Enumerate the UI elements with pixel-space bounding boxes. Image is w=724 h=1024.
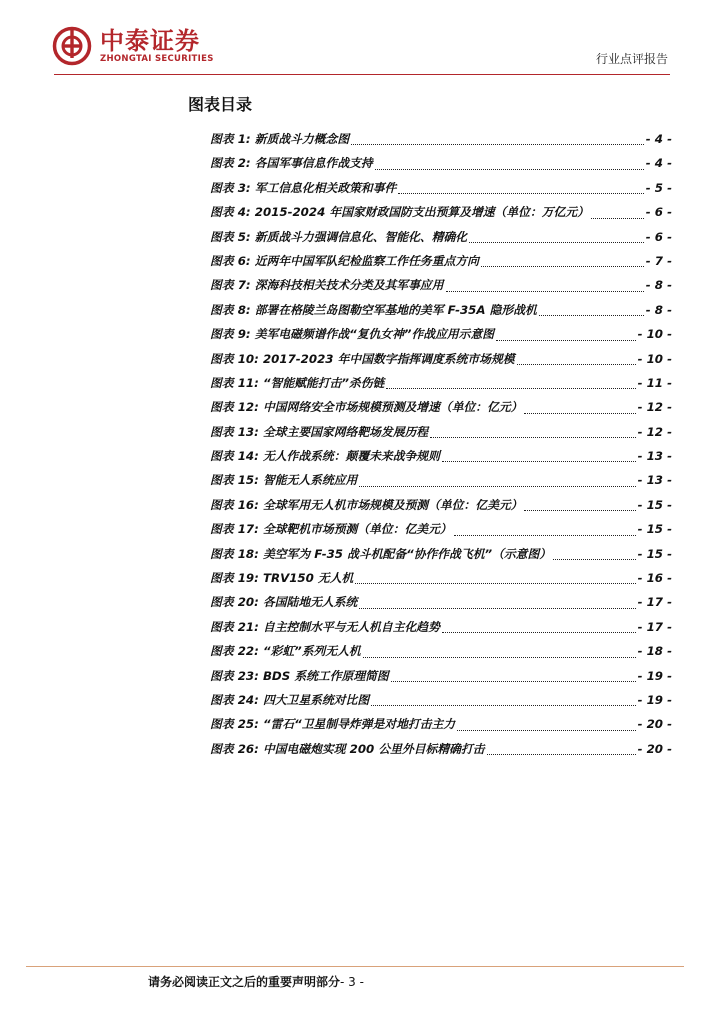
toc-entry-label: 图表 8: 部署在格陵兰岛图勒空军基地的美军 F-35A 隐形战机 [210,302,537,317]
toc-entry[interactable] [210,618,672,642]
toc-entry-label: 图表 5: 新质战斗力强调信息化、智能化、精确化 [210,229,468,244]
toc-entry-label: 图表 21: 自主控制水平与无人机自主化趋势 [210,619,440,634]
toc-leader-dots [386,388,635,389]
toc-leader-dots [553,559,635,560]
toc-entry-label: 图表 4: 2015-2024 年国家财政国防支出预算及增速（单位：万亿元） [210,205,589,220]
toc-entry[interactable] [210,642,672,666]
toc-entry-label: 图表 12: 中国网络安全市场规模预测及增速（单位：亿元） [210,400,523,415]
toc-entry-page: - 15 - [637,522,672,537]
toc-entry[interactable] [210,740,672,764]
toc-leader-dots [363,657,636,658]
toc-entry-label: 图表 9: 美军电磁频谱作战“复仇女神”作战应用示意图 [210,327,495,342]
toc-leader-dots [442,461,636,462]
toc-entry-page: - 4 - [645,156,672,171]
toc-entry[interactable] [210,203,672,227]
toc-entry[interactable] [210,667,672,691]
toc-leader-dots [496,340,635,341]
toc-entry-label: 图表 1: 新质战斗力概念图 [210,132,350,146]
toc-entry-label: 图表 2: 各国军事信息作战支持 [210,156,373,171]
toc-leader-dots [359,486,635,487]
toc-entry-label: 图表 17: 全球靶机市场预测（单位：亿美元） [210,522,452,537]
toc-leader-dots [442,632,636,633]
table-of-figures [210,130,672,764]
toc-entry-page: - 12 - [637,424,672,439]
toc-entry[interactable] [210,374,672,398]
toc-entry-label: 图表 3: 军工信息化相关政策和事件 [210,180,397,195]
toc-entry[interactable] [210,325,672,349]
toc-entry-page: - 17 - [637,619,672,634]
brand-logo [52,26,214,66]
toc-entry-page: - 6 - [645,229,672,244]
toc-entry[interactable] [210,715,672,739]
toc-entry-page: - 13 - [637,473,672,488]
toc-entry-page: - 10 - [637,351,672,366]
toc-entry-page: - 20 - [637,717,672,732]
toc-leader-dots [457,730,635,731]
toc-entry-page: - 15 - [637,497,672,512]
toc-title: 图表目录 [188,95,253,114]
toc-entry-label: 图表 19: TRV150 无人机 [210,571,354,586]
toc-leader-dots [524,510,635,511]
toc-entry-label: 图表 14: 无人作战系统：颠覆未来战争规则 [210,449,440,464]
toc-entry-label: 图表 6: 近两年中国军队纪检监察工作任务重点方向 [210,253,479,268]
toc-entry[interactable] [210,154,672,178]
toc-entry-page: - 10 - [637,327,672,342]
toc-entry-page: - 15 - [637,546,672,561]
toc-leader-dots [524,413,635,414]
toc-entry-page: - 11 - [637,375,672,390]
toc-entry-label: 图表 25: “雷石“卫星制导炸弹是对地打击主力 [210,717,456,732]
brand-name-en: ZHONGTAI SECURITIES [100,54,214,64]
toc-entry-page: - 17 - [637,595,672,610]
toc-leader-dots [430,437,635,438]
toc-entry[interactable] [210,471,672,495]
toc-entry-label: 图表 7: 深海科技相关技术分类及其军事应用 [210,278,444,293]
toc-entry-label: 图表 18: 美空军为 F-35 战斗机配备“协作作战飞机”（示意图） [210,546,552,561]
toc-entry[interactable] [210,398,672,422]
document-type: 行业点评报告 [595,52,668,66]
toc-entry[interactable] [210,179,672,203]
toc-leader-dots [481,266,644,267]
toc-entry-label: 图表 23: BDS 系统工作原理简图 [210,668,389,683]
toc-leader-dots [355,583,635,584]
toc-entry[interactable] [210,301,672,325]
toc-entry[interactable] [210,545,672,569]
toc-entry-label: 图表 20: 各国陆地无人系统 [210,595,358,610]
footer-divider [26,966,684,967]
toc-entry-label: 图表 22: “彩虹”系列无人机 [210,644,361,659]
toc-entry-page: - 8 - [645,302,672,317]
zhongtai-logo-icon [52,26,92,66]
toc-entry-label: 图表 10: 2017-2023 年中国数字指挥调度系统市场规模 [210,351,515,366]
toc-entry[interactable] [210,447,672,471]
toc-entry[interactable] [210,130,672,154]
toc-entry-page: - 12 - [637,400,672,415]
toc-entry-page: - 6 - [645,205,672,220]
toc-leader-dots [517,364,636,365]
toc-leader-dots [469,242,644,243]
toc-entry-page: - 5 - [645,180,672,195]
toc-leader-dots [351,144,644,145]
toc-entry[interactable] [210,228,672,252]
toc-entry-label: 图表 24: 四大卫星系统对比图 [210,692,370,707]
toc-leader-dots [371,705,635,706]
toc-entry[interactable] [210,423,672,447]
toc-entry-label: 图表 13: 全球主要国家网络靶场发展历程 [210,424,429,439]
toc-leader-dots [359,608,635,609]
toc-entry[interactable] [210,496,672,520]
toc-entry-page: - 19 - [637,668,672,683]
footer [148,973,364,990]
toc-entry-label: 图表 11: “智能赋能打击”杀伤链 [210,375,385,390]
toc-entry-page: - 16 - [637,571,672,586]
toc-entry[interactable] [210,593,672,617]
toc-leader-dots [487,754,636,755]
toc-entry-label: 图表 16: 全球军用无人机市场规模及预测（单位：亿美元） [210,497,523,512]
toc-entry[interactable] [210,350,672,374]
toc-entry-page: - 8 - [645,278,672,293]
toc-leader-dots [591,218,644,219]
toc-leader-dots [391,681,636,682]
header-divider [54,74,670,75]
toc-entry[interactable] [210,252,672,276]
toc-entry-page: - 19 - [637,692,672,707]
toc-entry[interactable] [210,276,672,300]
toc-entry-page: - 4 - [645,132,672,146]
toc-entry-page: - 18 - [637,644,672,659]
toc-entry-page: - 7 - [645,253,672,268]
toc-entry-page: - 13 - [637,449,672,464]
toc-leader-dots [398,193,643,194]
toc-leader-dots [375,169,644,170]
toc-entry-label: 图表 26: 中国电磁炮实现 200 公里外目标精确打击 [210,741,485,756]
toc-entry[interactable] [210,569,672,593]
toc-leader-dots [539,315,644,316]
toc-entry-page: - 20 - [637,741,672,756]
toc-entry-label: 图表 15: 智能无人系统应用 [210,473,358,488]
toc-entry[interactable] [210,520,672,544]
page-number: - 3 - [340,975,364,989]
toc-entry[interactable] [210,691,672,715]
brand-name-cn: 中泰证券 [100,27,200,55]
toc-leader-dots [454,535,636,536]
footer-disclaimer: 请务必阅读正文之后的重要声明部分 [148,975,341,989]
toc-leader-dots [446,291,644,292]
